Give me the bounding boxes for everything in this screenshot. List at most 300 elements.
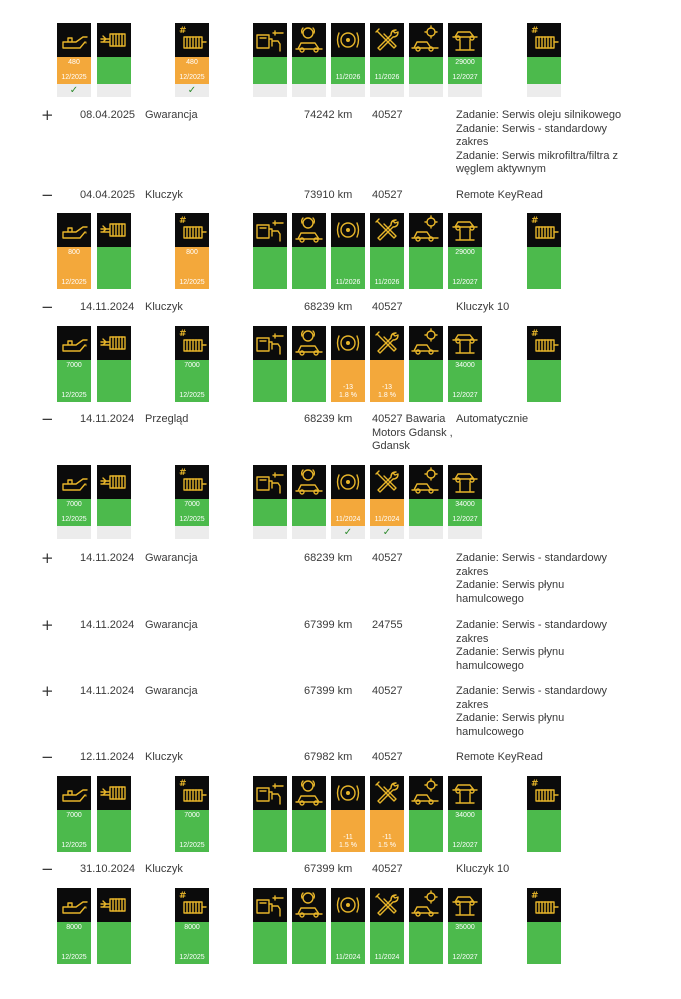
status-date: 12/2025: [61, 392, 87, 399]
status-value: 7000: [184, 362, 200, 369]
svg-text:#: #: [179, 26, 187, 36]
status-block: [370, 922, 404, 964]
status-value: 29000: [455, 249, 475, 256]
service-tile-brake-disc[interactable]: [331, 888, 365, 964]
service-tile-spark-plug-hash[interactable]: [175, 776, 209, 852]
car-lift-icon: [448, 23, 482, 57]
status-block: [331, 810, 365, 852]
service-tile-tools[interactable]: [370, 213, 404, 289]
entry-description: [456, 109, 626, 177]
confirm-cell: [97, 526, 131, 539]
entry-type: Kluczyk: [145, 863, 183, 875]
status-date: 12/2025: [179, 74, 205, 81]
entry-mileage: 68239 km: [304, 552, 353, 564]
status-block: [175, 499, 209, 526]
car-lift-icon: [448, 888, 482, 922]
service-tile-battery-fuel[interactable]: [253, 888, 287, 964]
service-tile-spark-plug-hash[interactable]: [175, 213, 209, 289]
status-block: [448, 810, 482, 852]
entry-mileage: 68239 km: [304, 413, 353, 425]
checkmark-icon: ✓: [69, 85, 79, 96]
status-date: 12/2027: [452, 516, 478, 523]
service-tile-brake-disc[interactable]: [331, 776, 365, 852]
tools-icon: [370, 888, 404, 922]
entry-dealer-code: 40527: [372, 552, 403, 564]
oil-can-icon: [57, 213, 91, 247]
confirm-cell: [175, 84, 209, 97]
entry-type: Gwarancja: [145, 552, 198, 564]
status-block: [331, 247, 365, 289]
service-tile-oil-can[interactable]: [57, 776, 91, 852]
service-tile-car-service[interactable]: [409, 326, 443, 402]
description-line: zakres: [456, 698, 489, 711]
hash-filter-icon: [527, 888, 561, 922]
service-tile-car-service[interactable]: [409, 23, 443, 97]
oil-can-icon: [57, 888, 91, 922]
status-block: [292, 360, 326, 402]
checkmark-icon: ✓: [382, 527, 392, 538]
status-block: [57, 57, 91, 84]
status-value: 34000: [455, 812, 475, 819]
status-block: [57, 922, 91, 964]
status-date: 1.5 %: [339, 842, 357, 849]
status-block: [527, 922, 561, 964]
battery-fuel-icon: [253, 23, 287, 57]
status-date: 12/2027: [452, 392, 478, 399]
service-tile-brake-car[interactable]: [292, 326, 326, 402]
entry-date: 04.04.2025: [80, 189, 136, 201]
service-tile-microfilter[interactable]: [97, 776, 131, 852]
confirm-cell: [57, 84, 91, 97]
status-block: [409, 499, 443, 526]
status-value: 34000: [455, 362, 475, 369]
description-line: hamulcowego: [456, 725, 524, 738]
status-date: 12/2025: [61, 279, 87, 286]
service-tile-oil-can[interactable]: [57, 888, 91, 964]
battery-fuel-icon: [253, 776, 287, 810]
service-tile-oil-can[interactable]: [57, 326, 91, 402]
entry-date: 12.11.2024: [80, 751, 135, 763]
description-line: Zadanie: Serwis - standardowy: [456, 619, 608, 631]
svg-text:#: #: [531, 891, 539, 901]
status-block: [97, 810, 131, 852]
collapse-toggle[interactable]: −: [41, 748, 54, 766]
status-value: 8000: [184, 924, 200, 931]
description-line: węglem aktywnym: [456, 163, 546, 175]
status-value: 35000: [455, 924, 475, 931]
status-block: [409, 922, 443, 964]
service-tile-tools[interactable]: [370, 888, 404, 964]
brake-car-icon: [292, 888, 326, 922]
status-block: [57, 810, 91, 852]
status-block: [527, 810, 561, 852]
spark-plug-hash-icon: [175, 213, 209, 247]
status-value: 7000: [184, 501, 200, 508]
service-tile-car-service[interactable]: [409, 776, 443, 852]
entry-dealer-code: 40527: [372, 685, 403, 697]
status-date: 1.5 %: [378, 842, 396, 849]
confirm-cell: [331, 526, 365, 539]
service-tile-brake-car[interactable]: [292, 776, 326, 852]
oil-can-icon: [57, 326, 91, 360]
status-block: [331, 922, 365, 964]
status-date: 11/2026: [335, 74, 361, 81]
microfilter-icon: [97, 776, 131, 810]
service-tile-oil-can[interactable]: [57, 213, 91, 289]
entry-date: 14.11.2024: [80, 685, 135, 697]
spark-plug-hash-icon: [175, 888, 209, 922]
svg-text:#: #: [179, 779, 187, 789]
status-delta: -13: [342, 384, 354, 391]
confirm-cell: [253, 84, 287, 97]
service-tile-hash-filter[interactable]: [527, 213, 561, 289]
service-tile-brake-disc[interactable]: [331, 465, 365, 539]
tools-icon: [370, 776, 404, 810]
brake-disc-icon: [331, 888, 365, 922]
description-line: zakres: [456, 136, 489, 148]
entry-mileage: 67982 km: [304, 751, 353, 763]
entry-description: [456, 685, 626, 739]
entry-description: [456, 863, 626, 877]
status-block: [175, 810, 209, 852]
status-block: [57, 499, 91, 526]
service-tile-car-lift[interactable]: [448, 888, 482, 964]
hash-filter-icon: [527, 326, 561, 360]
status-date: 11/2024: [335, 516, 361, 523]
hash-filter-icon: [527, 776, 561, 810]
car-lift-icon: [448, 465, 482, 499]
status-value: 8000: [66, 924, 82, 931]
service-tile-spark-plug-hash[interactable]: [175, 23, 209, 97]
service-tile-car-lift[interactable]: [448, 23, 482, 97]
car-lift-icon: [448, 213, 482, 247]
car-lift-icon: [448, 776, 482, 810]
status-block: [175, 57, 209, 84]
tools-icon: [370, 23, 404, 57]
status-date: 11/2026: [374, 279, 400, 286]
service-tile-microfilter[interactable]: [97, 888, 131, 964]
status-value: 480: [68, 59, 80, 66]
svg-text:#: #: [531, 779, 539, 789]
service-tile-spark-plug-hash[interactable]: [175, 465, 209, 539]
car-lift-icon: [448, 326, 482, 360]
confirm-cell: [292, 84, 326, 97]
confirm-cell: [253, 526, 287, 539]
entry-date: 14.11.2024: [80, 552, 135, 564]
confirm-cell: [527, 84, 561, 97]
service-tile-brake-car[interactable]: [292, 213, 326, 289]
description-line: zakres: [456, 632, 489, 645]
status-block: [97, 360, 131, 402]
entry-description: [456, 552, 626, 606]
service-tile-microfilter[interactable]: [97, 23, 131, 97]
confirm-cell: [448, 526, 482, 539]
service-tile-brake-disc[interactable]: [331, 213, 365, 289]
status-block: [175, 922, 209, 964]
status-value: 7000: [66, 812, 82, 819]
entry-mileage: 73910 km: [304, 189, 353, 201]
spark-plug-hash-icon: [175, 465, 209, 499]
status-date: 12/2025: [179, 279, 205, 286]
status-block: [253, 57, 287, 84]
status-block: [370, 810, 404, 852]
expand-toggle[interactable]: +: [41, 106, 54, 124]
confirm-cell: [292, 526, 326, 539]
service-tile-brake-car[interactable]: [292, 888, 326, 964]
status-block: [97, 247, 131, 289]
service-tile-spark-plug-hash[interactable]: [175, 326, 209, 402]
status-value: 7000: [66, 362, 82, 369]
service-tile-battery-fuel[interactable]: [253, 326, 287, 402]
service-tile-car-lift[interactable]: [448, 213, 482, 289]
collapse-toggle[interactable]: −: [41, 860, 54, 878]
status-date: 11/2024: [374, 516, 400, 523]
service-tile-car-lift[interactable]: [448, 776, 482, 852]
description-line: Zadanie: Serwis płynu: [456, 646, 565, 658]
service-tile-brake-car[interactable]: [292, 23, 326, 97]
status-date: 12/2025: [179, 842, 205, 849]
confirm-cell: [448, 84, 482, 97]
entry-description: [456, 413, 626, 427]
entry-dealer-code: 40527: [372, 189, 403, 201]
status-date: 12/2025: [61, 954, 87, 961]
car-service-icon: [409, 465, 443, 499]
brake-disc-icon: [331, 776, 365, 810]
entry-dealer-code: 40527: [372, 301, 403, 313]
microfilter-icon: [97, 23, 131, 57]
service-tile-microfilter[interactable]: [97, 465, 131, 539]
spark-plug-hash-icon: [175, 23, 209, 57]
svg-text:#: #: [531, 26, 539, 36]
status-date: 11/2024: [374, 954, 400, 961]
svg-text:#: #: [179, 216, 187, 226]
brake-car-icon: [292, 326, 326, 360]
checkmark-icon: ✓: [187, 85, 197, 96]
confirm-cell: [97, 84, 131, 97]
spark-plug-hash-icon: [175, 326, 209, 360]
service-tile-brake-car[interactable]: [292, 465, 326, 539]
service-tile-tools[interactable]: [370, 776, 404, 852]
service-tile-spark-plug-hash[interactable]: [175, 888, 209, 964]
status-value: 800: [186, 249, 198, 256]
description-line: Automatycznie: [456, 413, 529, 425]
entry-date: 14.11.2024: [80, 301, 135, 313]
entry-mileage: 67399 km: [304, 685, 353, 697]
expand-toggle[interactable]: +: [41, 616, 54, 634]
status-block: [97, 499, 131, 526]
status-block: [253, 922, 287, 964]
status-block: [292, 922, 326, 964]
status-date: 12/2027: [452, 279, 478, 286]
car-service-icon: [409, 213, 443, 247]
service-tile-brake-disc[interactable]: [331, 326, 365, 402]
status-delta: -11: [382, 834, 392, 841]
service-tile-brake-disc[interactable]: [331, 23, 365, 97]
status-date: 12/2025: [179, 954, 205, 961]
tools-icon: [370, 465, 404, 499]
description-line: Remote KeyRead: [456, 189, 543, 201]
battery-fuel-icon: [253, 213, 287, 247]
status-date: 12/2027: [452, 842, 478, 849]
entry-type: Gwarancja: [145, 685, 198, 697]
entry-description: [456, 301, 626, 315]
description-line: Zadanie: Serwis oleju silnikowego: [456, 109, 622, 121]
svg-text:#: #: [531, 329, 539, 339]
entry-type: Kluczyk: [145, 751, 183, 763]
service-tile-tools[interactable]: [370, 326, 404, 402]
collapse-toggle[interactable]: −: [41, 186, 54, 204]
service-tile-tools[interactable]: [370, 465, 404, 539]
microfilter-icon: [97, 326, 131, 360]
status-date: 1.8 %: [339, 392, 357, 399]
svg-text:#: #: [531, 216, 539, 226]
entry-description: [456, 189, 626, 203]
status-block: [409, 57, 443, 84]
status-block: [175, 360, 209, 402]
service-tile-car-service[interactable]: [409, 465, 443, 539]
oil-can-icon: [57, 465, 91, 499]
entry-date: 14.11.2024: [80, 619, 135, 631]
status-date: 11/2024: [335, 954, 361, 961]
status-block: [253, 499, 287, 526]
description-line: Zadanie: Serwis płynu: [456, 579, 565, 591]
brake-car-icon: [292, 465, 326, 499]
status-block: [253, 360, 287, 402]
expand-toggle[interactable]: +: [41, 549, 54, 567]
description-line: Zadanie: Serwis - standardowy: [456, 685, 608, 697]
oil-can-icon: [57, 776, 91, 810]
service-tile-hash-filter[interactable]: [527, 326, 561, 402]
brake-disc-icon: [331, 213, 365, 247]
tools-icon: [370, 213, 404, 247]
service-tile-battery-fuel[interactable]: [253, 776, 287, 852]
status-block: [97, 922, 131, 964]
confirm-cell: [370, 526, 404, 539]
service-tile-battery-fuel[interactable]: [253, 465, 287, 539]
service-tile-hash-filter[interactable]: [527, 23, 561, 97]
entry-type: Przegląd: [145, 413, 189, 425]
entry-dealer-code: 40527: [372, 109, 403, 121]
status-block: [292, 247, 326, 289]
status-block: [57, 360, 91, 402]
service-tile-microfilter[interactable]: [97, 213, 131, 289]
service-tile-battery-fuel[interactable]: [253, 213, 287, 289]
service-tile-car-service[interactable]: [409, 213, 443, 289]
entry-mileage: 74242 km: [304, 109, 353, 121]
entry-dealer-code: 24755: [372, 619, 403, 631]
status-block: [527, 360, 561, 402]
entry-type: Gwarancja: [145, 619, 198, 631]
status-date: 12/2025: [179, 392, 205, 399]
car-service-icon: [409, 776, 443, 810]
confirm-cell: [409, 526, 443, 539]
confirm-cell: [175, 526, 209, 539]
entry-mileage: 67399 km: [304, 863, 353, 875]
car-service-icon: [409, 23, 443, 57]
service-tile-battery-fuel[interactable]: [253, 23, 287, 97]
status-date: 12/2025: [61, 842, 87, 849]
description-line: hamulcowego: [456, 659, 524, 672]
status-date: 11/2026: [374, 74, 400, 81]
status-block: [448, 360, 482, 402]
status-date: 12/2025: [61, 74, 87, 81]
collapse-toggle[interactable]: −: [41, 298, 54, 316]
status-block: [409, 247, 443, 289]
status-block: [448, 922, 482, 964]
status-date: 12/2025: [61, 516, 87, 523]
battery-fuel-icon: [253, 465, 287, 499]
status-block: [409, 360, 443, 402]
status-delta: -13: [381, 384, 393, 391]
status-block: [370, 499, 404, 526]
status-block: [370, 57, 404, 84]
brake-car-icon: [292, 213, 326, 247]
description-line: Zadanie: Serwis - standardowy: [456, 552, 608, 564]
service-tile-hash-filter[interactable]: [527, 888, 561, 964]
status-date: 11/2026: [335, 279, 361, 286]
entry-dealer-code: 40527: [372, 863, 403, 875]
status-value: 7000: [66, 501, 82, 508]
status-value: 480: [186, 59, 198, 66]
status-block: [292, 499, 326, 526]
svg-text:#: #: [179, 468, 187, 478]
status-value: 29000: [455, 59, 475, 66]
service-tile-microfilter[interactable]: [97, 326, 131, 402]
description-line: zakres: [456, 565, 489, 578]
brake-car-icon: [292, 776, 326, 810]
status-block: [331, 57, 365, 84]
entry-description: [456, 751, 626, 765]
entry-mileage: 68239 km: [304, 301, 353, 313]
status-value: 34000: [455, 501, 475, 508]
expand-toggle[interactable]: +: [41, 682, 54, 700]
status-block: [331, 499, 365, 526]
microfilter-icon: [97, 888, 131, 922]
hash-filter-icon: [527, 23, 561, 57]
brake-disc-icon: [331, 326, 365, 360]
status-date: 1.8 %: [378, 392, 396, 399]
description-line: Zadanie: Serwis mikrofiltra/filtra z: [456, 149, 618, 162]
entry-type: Kluczyk: [145, 301, 183, 313]
confirm-cell: [370, 84, 404, 97]
service-tile-tools[interactable]: [370, 23, 404, 97]
entry-date: 14.11.2024: [80, 413, 135, 425]
status-block: [253, 247, 287, 289]
status-block: [370, 247, 404, 289]
status-block: [527, 57, 561, 84]
confirm-cell: [409, 84, 443, 97]
status-value: 800: [68, 249, 80, 256]
service-tile-car-lift[interactable]: [448, 326, 482, 402]
microfilter-icon: [97, 213, 131, 247]
description-line: Kluczyk 10: [456, 863, 510, 875]
entry-date: 08.04.2025: [80, 109, 136, 121]
status-block: [253, 810, 287, 852]
service-tile-car-service[interactable]: [409, 888, 443, 964]
status-date: 12/2027: [452, 954, 478, 961]
status-block: [331, 360, 365, 402]
status-delta: -11: [343, 834, 353, 841]
collapse-toggle[interactable]: −: [41, 410, 54, 428]
description-line: hamulcowego: [456, 592, 524, 605]
service-tile-oil-can[interactable]: [57, 465, 91, 539]
service-tile-oil-can[interactable]: [57, 23, 91, 97]
description-line: Zadanie: Serwis - standardowy: [456, 122, 608, 135]
entry-dealer-code: 40527 Bawaria Motors Gdansk , Gdansk: [372, 413, 453, 452]
service-tile-hash-filter[interactable]: [527, 776, 561, 852]
entry-type: Gwarancja: [145, 109, 198, 121]
service-tile-car-lift[interactable]: [448, 465, 482, 539]
